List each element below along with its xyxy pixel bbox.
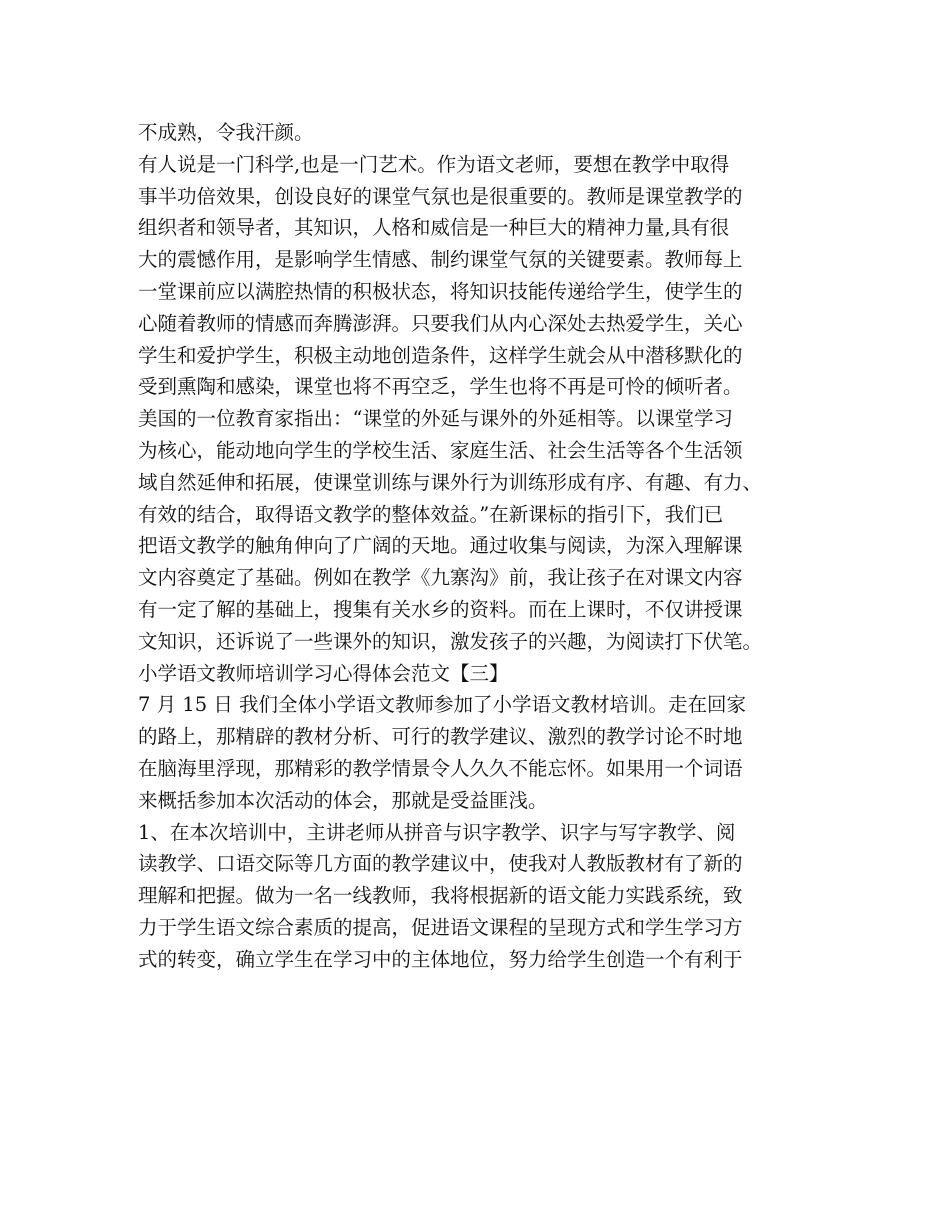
text-line: 学生和爱护学生，积极主动地创造条件，这样学生就会从中潜移默化的	[138, 343, 743, 367]
text-line: 式的转变，确立学生在学习中的主体地位，努力给学生创造一个有利于	[138, 947, 743, 971]
text-line: 1、在本次培训中，主讲老师从拼音与识字教学、识字与写字教学、阅	[138, 820, 736, 844]
text-line: 理解和把握。做为一名一线教师，我将根据新的语文能力实践系统，致	[138, 884, 743, 908]
text-line: 文知识，还诉说了一些课外的知识，激发孩子的兴趣，为阅读打下伏笔。	[138, 629, 763, 653]
text-line: 把语文教学的触角伸向了广阔的天地。通过收集与阅读，为深入理解课	[138, 534, 743, 558]
text-line: 大的震憾作用，是影响学生情感、制约课堂气氛的关键要素。教师每上	[138, 248, 743, 272]
text-line: 有人说是一门科学,也是一门艺术。作为语文老师，要想在教学中取得	[138, 152, 730, 176]
text-line: 有一定了解的基础上，搜集有关水乡的资料。而在上课时，不仅讲授课	[138, 597, 743, 621]
text-line: 读教学、口语交际等几方面的教学建议中，使我对人教版教材有了新的	[138, 852, 743, 876]
section-heading: 小学语文教师培训学习心得体会范文【三】	[138, 661, 509, 685]
text-line: 为核心，能动地向学生的学校生活、家庭生活、社会生活等各个生活领	[138, 438, 743, 462]
text-line: 的路上，那精辟的教材分析、可行的教学建议、激烈的教学讨论不时地	[138, 725, 743, 749]
text-line: 来概括参加本次活动的体会，那就是受益匪浅。	[138, 788, 548, 812]
text-line: 力于学生语文综合素质的提高，促进语文课程的呈现方式和学生学习方	[138, 915, 743, 939]
text-line: 在脑海里浮现，那精彩的教学情景令人久久不能忘怀。如果用一个词语	[138, 756, 743, 780]
body-text	[138, 117, 828, 976]
text-line: 一堂课前应以满腔热情的积极状态，将知识技能传递给学生，使学生的	[138, 279, 743, 303]
text-line: 有效的结合，取得语文教学的整体效益。”在新课标的指引下，我们已	[138, 502, 724, 526]
text-line: 文内容奠定了基础。例如在教学《九寨沟》前，我让孩子在对课文内容	[138, 566, 743, 590]
text-line: 组织者和领导者，其知识，人格和威信是一种巨大的精神力量,具有很	[138, 216, 730, 240]
text-line: 受到熏陶和感染，课堂也将不再空乏，学生也将不再是可怜的倾听者。	[138, 375, 743, 399]
text-line: 美国的一位教育家指出：“课堂的外延与课外的外延相等。以课堂学习	[138, 407, 733, 431]
text-line: 7 月 15 日 我们全体小学语文教师参加了小学语文教材培训。走在回家	[138, 693, 747, 717]
text-line: 心随着教师的情感而奔腾澎湃。只要我们从内心深处去热爱学生，关心	[138, 311, 743, 335]
text-line: 事半功倍效果，创设良好的课堂气氛也是很重要的。教师是课堂教学的	[138, 184, 743, 208]
text-line: 域自然延伸和拓展，使课堂训练与课外行为训练形成有序、有趣、有力、	[138, 470, 763, 494]
text-line: 不成熟，令我汗颜。	[138, 121, 314, 144]
